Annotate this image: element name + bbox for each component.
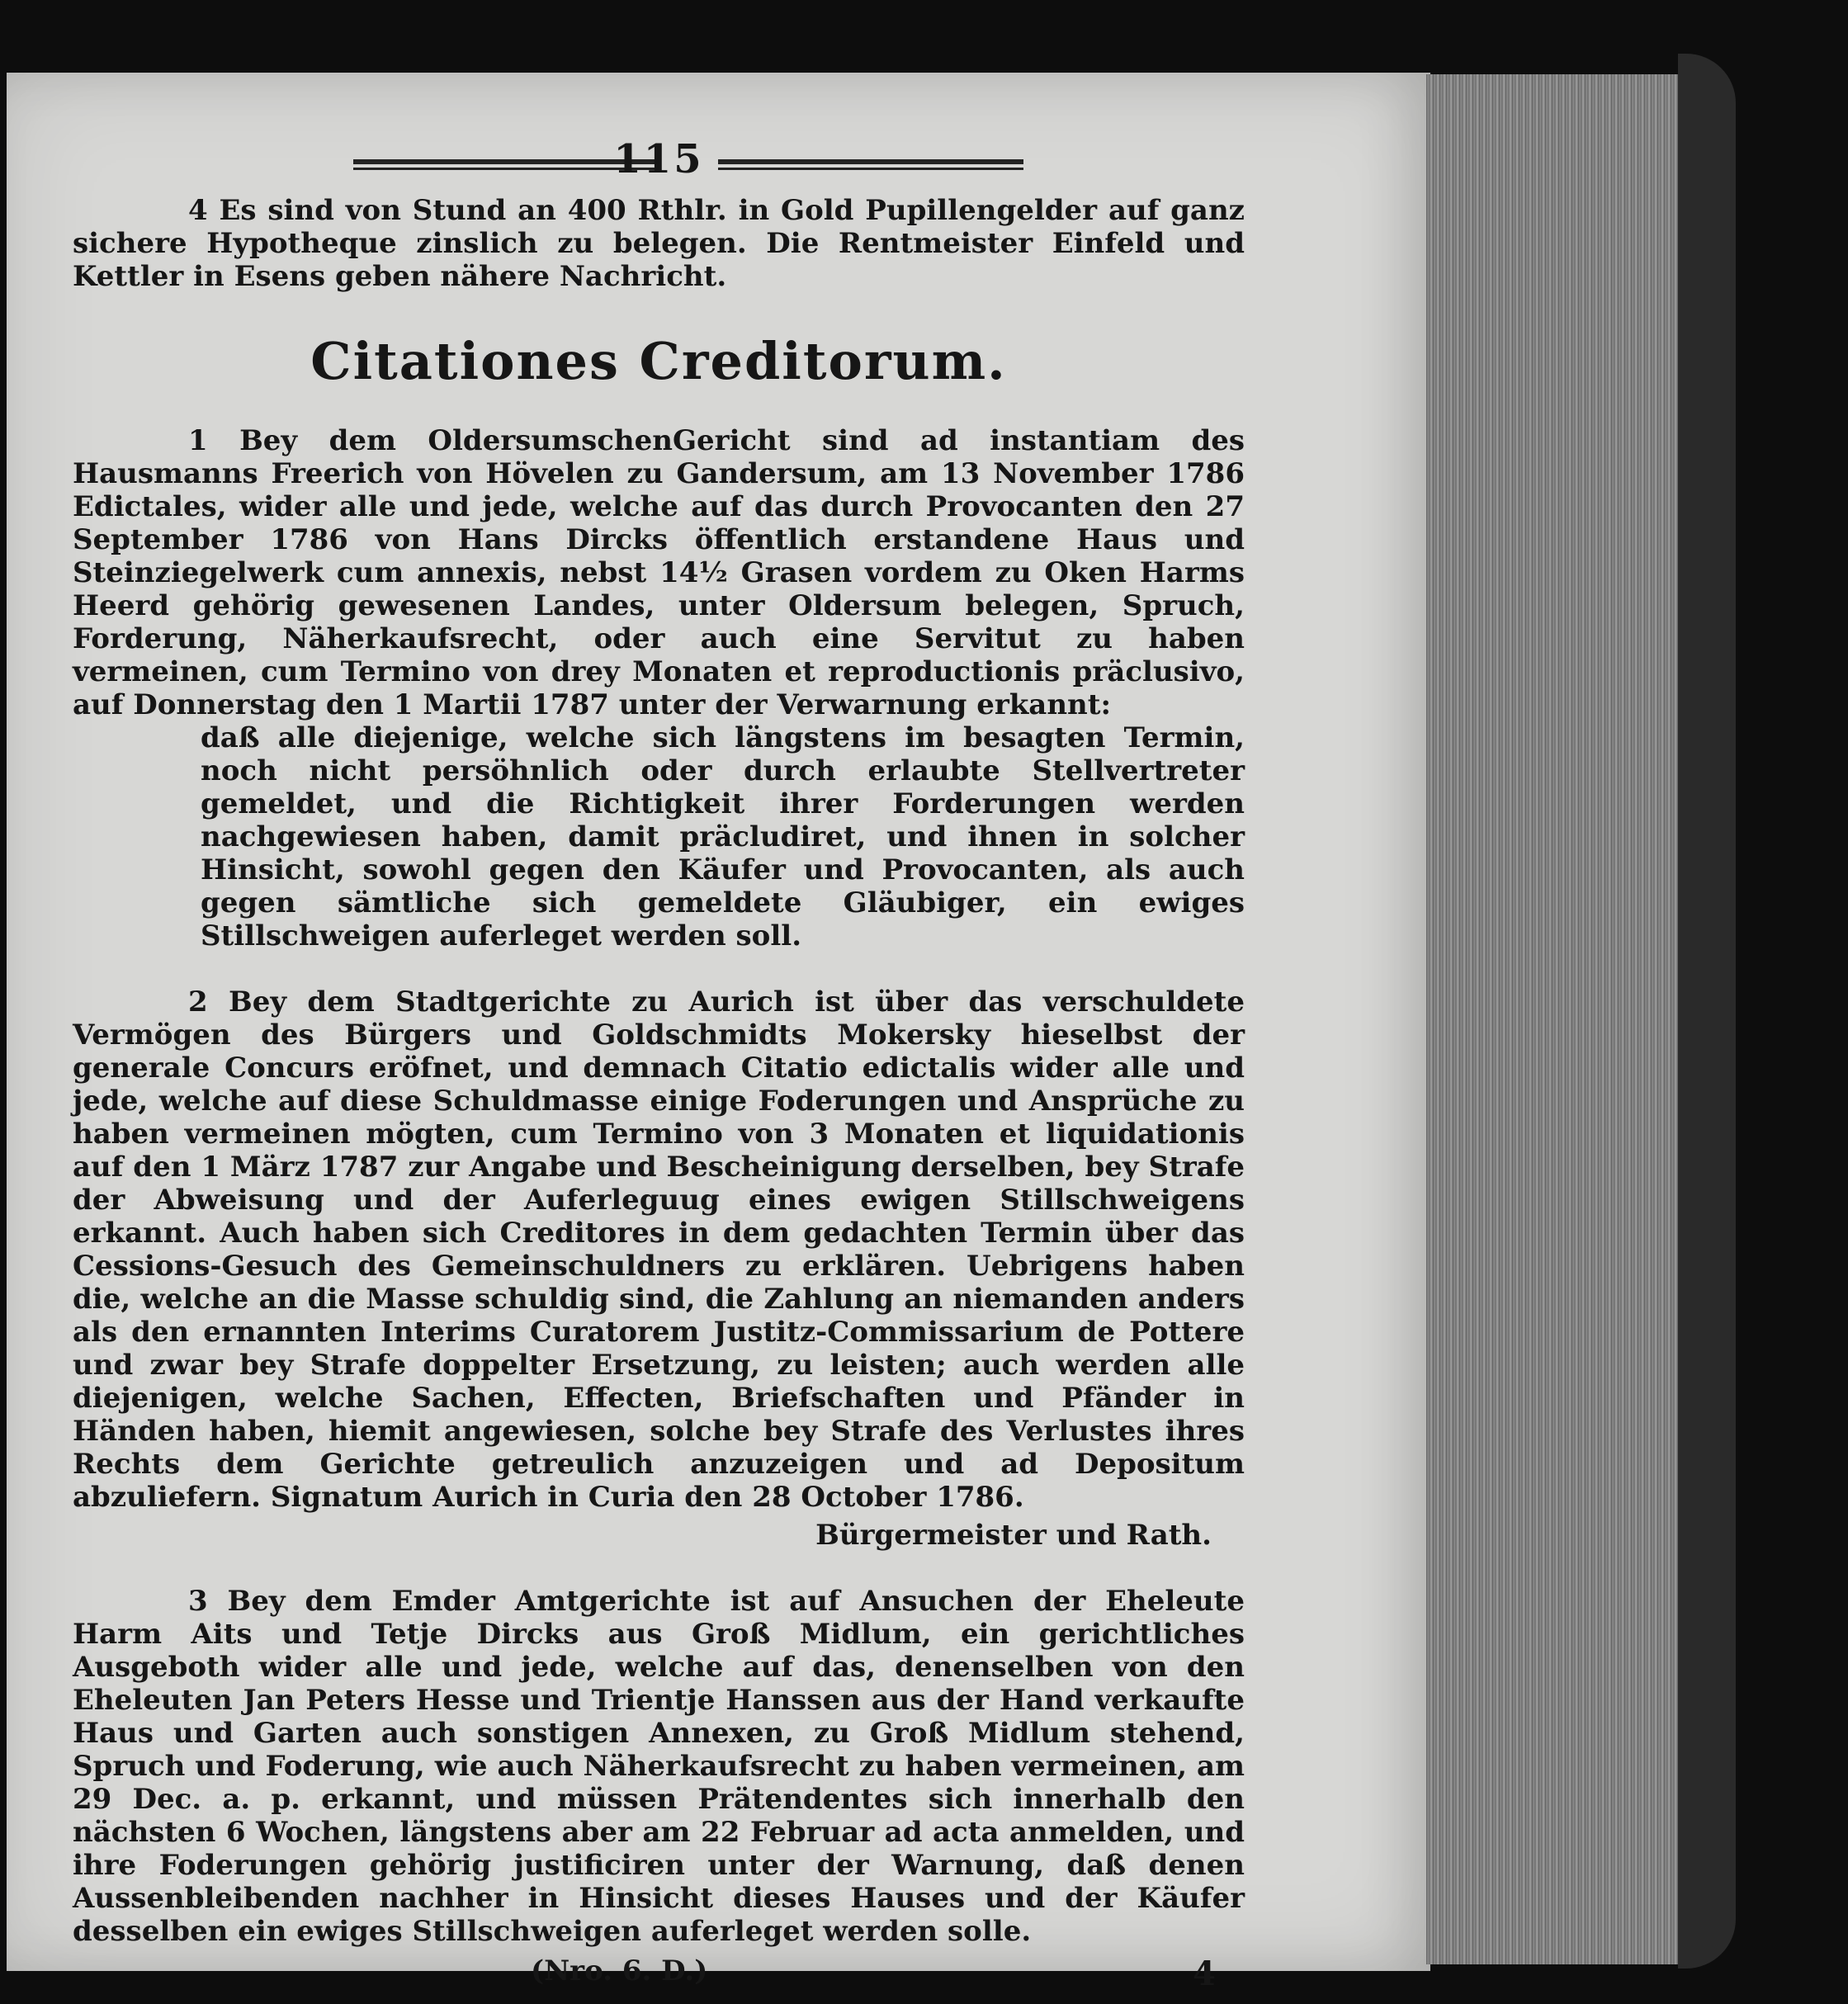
section-1-block: daß alle diejenige, welche sich längstens im besagten Termin, noch nicht persöhnlich oder durch erlaubte Stellvertreter gemeldet, und die Richtigkeit ihrer Forderungen werden nachgewiesen haben, damit präcludiret, und ihnen in solcher Hinsicht, sowohl gegen den Käufer und Provocanten, als auch gegen sämtliche sich gemeldete Gläubiger, ein ewiges Stillschweigen auferleget werden soll. <box>201 721 1245 952</box>
page-number: 115 <box>613 136 704 182</box>
header-rule-right <box>718 159 1023 170</box>
intro-paragraph: 4 Es sind von Stund an 400 Rthlr. in Gold Pupillengelder auf ganz sichere Hypotheque zinslich zu belegen. Die Rentmeister Einfeld und Kettler in Esens geben nähere Nachricht. <box>73 194 1245 293</box>
page-edges <box>1426 74 1727 1964</box>
page-content <box>73 136 1245 2004</box>
page-header <box>73 136 1245 194</box>
section-1-text: 1 Bey dem OldersumschenGericht sind ad instantiam des Hausmanns Freerich von Hövelen zu Gandersum, am 13 November 1786 Edictales, wider alle und jede, welche auf das durch Provocanten den 27 September 1786 von Hans Dircks öffentlich erstandene Haus und Steinziegelwerk cum annexis, nebst 14½ Grasen vordem zu Oken Harms Heerd gehörig gewesenen Landes, unter Oldersum belegen, Spruch, Forderung, Näherkaufsrecht, oder auch eine Servitut zu haben vermeinen, cum Termino von drey Monaten et reproductionis präclusivo, auf Donnerstag den 1 Martii 1787 unter der Verwarnung erkannt: <box>73 424 1245 721</box>
section-2-text: 2 Bey dem Stadtgerichte zu Aurich ist über das verschuldete Vermögen des Bürgers und Goldschmidts Mokersky hieselbst der generale Concurs eröfnet, und demnach Citatio edictalis wider alle und jede, welche auf diese Schuldmasse einige Foderungen und Ansprüche zu haben vermeinen mögten, cum Termino von 3 Monaten et liquidationis auf den 1 März 1787 zur Angabe und Bescheinigung derselben, bey Strafe der Abweisung und der Auferleguug eines ewigen Stillschweigens erkannt. Auch haben sich Creditores in dem gedachten Termin über das Cessions-Gesuch des Gemeinschuldners zu erklären. Uebrigens haben die, welche an die Masse schuldig sind, die Zahlung an niemanden anders als den ernannten Interims Curatorem Justitz-Commissarium de Pottere und zwar bey Strafe doppelter Ersetzung, zu leisten; auch werden alle diejenigen, welche Sachen, Effecten, Briefschaften und Pfänder in Händen haben, hiemit angewiesen, solche bey Strafe des Verlustes ihres Rechts dem Gerichte getreulich anzuzeigen und ad Depositum abzuliefern. Signatum Aurich in Curia den 28 October 1786. <box>73 985 1245 1514</box>
catchword: 4 <box>1193 1954 1216 1993</box>
page-footer <box>73 1954 1245 2004</box>
section-title: Citationes Creditorum. <box>310 331 1007 391</box>
section-3-text: 3 Bey dem Emder Amtgerichte ist auf Ansuchen der Eheleute Harm Aits und Tetje Dircks aus Groß Midlum, ein gerichtliches Ausgeboth wider alle und jede, welche auf das, denenselben von den Eheleuten Jan Peters Hesse und Trientje Hanssen aus der Hand verkaufte Haus und Garten auch sonstigen Annexen, zu Groß Midlum stehend, Spruch und Foderung, wie auch Näherkaufsrecht zu haben vermeinen, am 29 Dec. a. p. erkannt, und müssen Prätendentes sich innerhalb den nächsten 6 Wochen, längstens aber am 22 Februar ad acta anmelden, und ihre Foderungen gehörig justificiren unter der Warnung, daß denen Aussenbleibenden nachher in Hinsicht dieses Hauses und der Käufer desselben ein ewiges Stillschweigen auferleget werden solle. <box>73 1585 1245 1948</box>
section-2-signature: Bürgermeister und Rath. <box>815 1519 1212 1552</box>
book-cover <box>1678 54 1736 1969</box>
signature-mark: (Nro. 6. D.) <box>531 1954 708 1987</box>
